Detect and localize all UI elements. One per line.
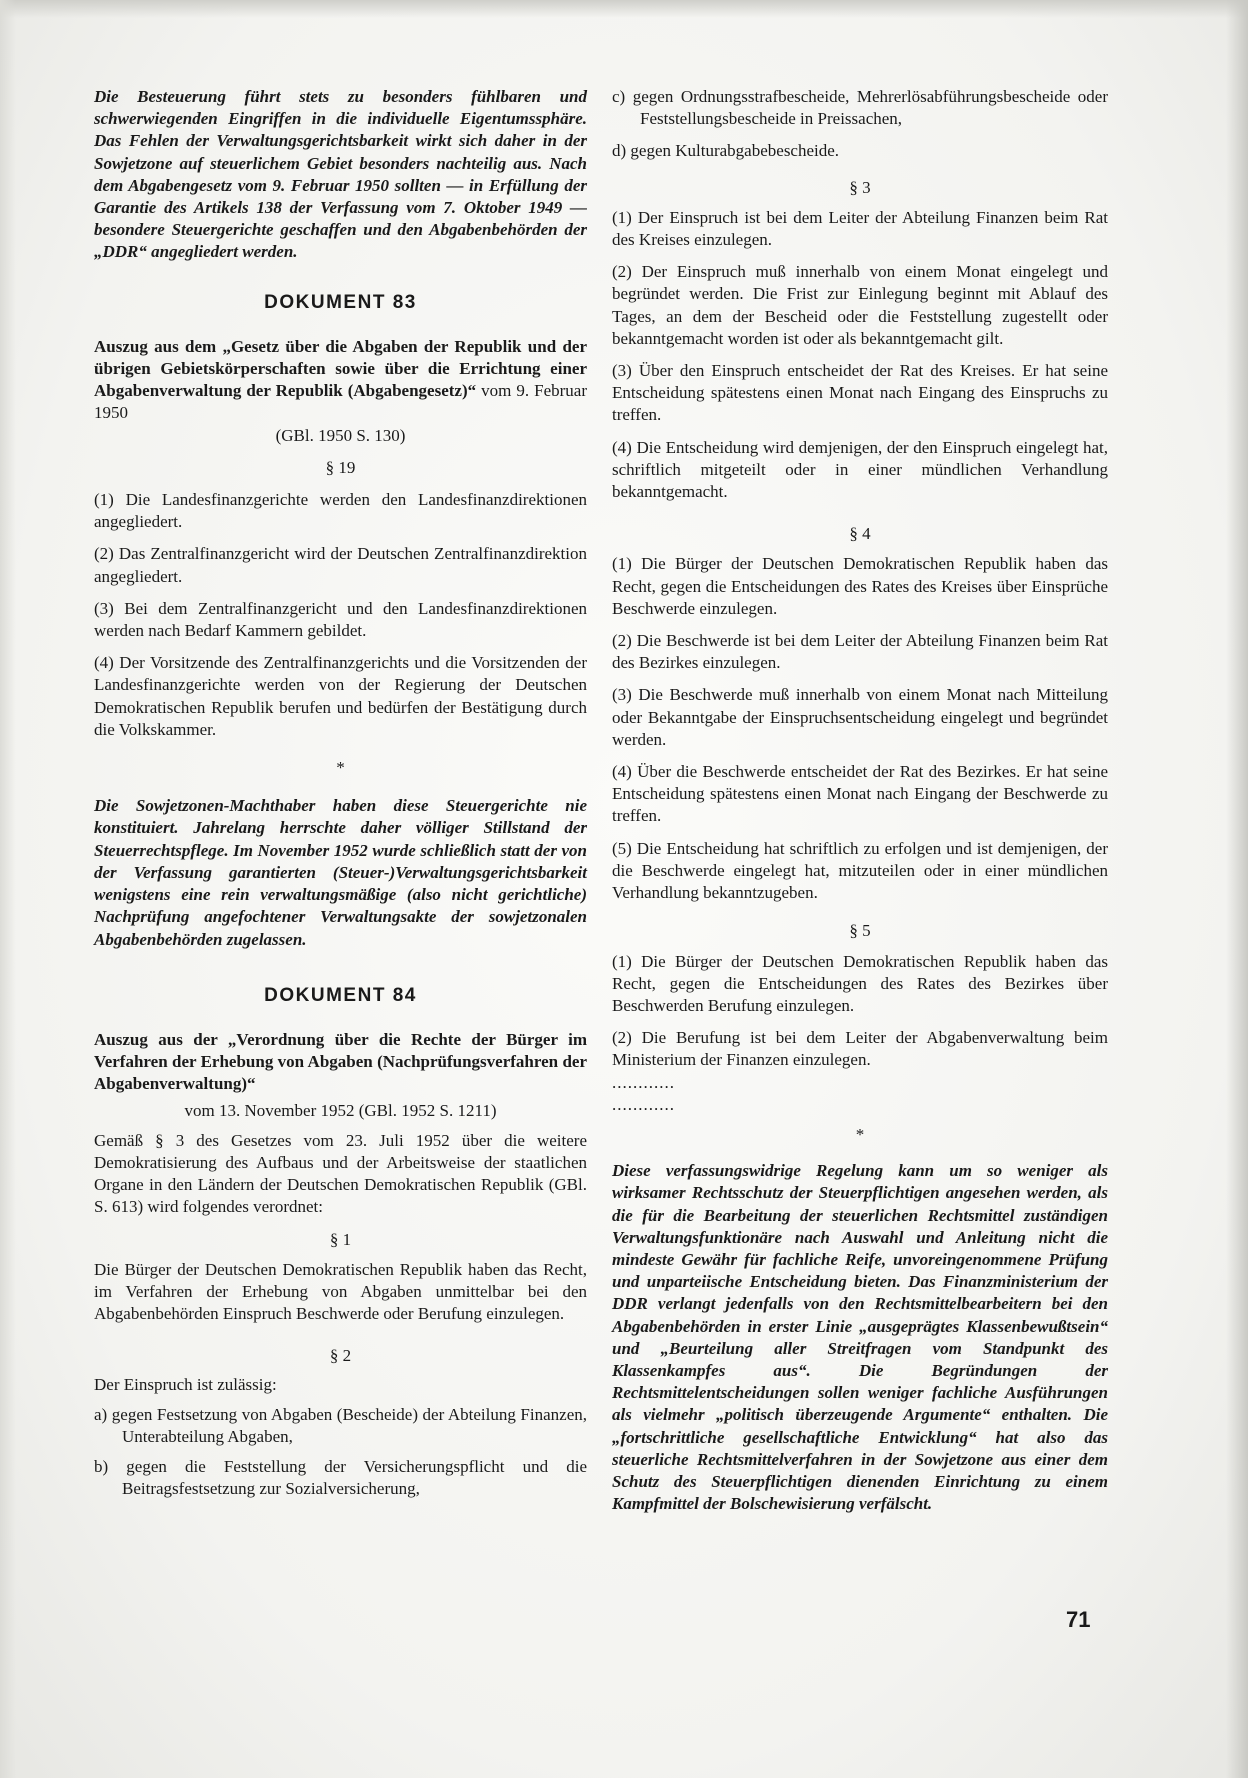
doc84-section-3: § 3 — [849, 177, 871, 197]
left-column — [94, 86, 587, 1509]
separator-star: * — [855, 1124, 865, 1144]
doc84-preamble: Gemäß § 3 des Gesetzes vom 23. Juli 1952 über die weitere Demokratisierung des Aufbaus und der Arbeitsweise der staatlichen Organe in den Ländern der Deutschen Demokratischen Republik (GBl. S. 613) wird folgendes verordnet: — [94, 1130, 587, 1217]
doc83-citation: (GBl. 1950 S. 130) — [275, 425, 406, 445]
doc84-citation: vom 13. November 1952 (GBl. 1952 S. 1211) — [184, 1100, 497, 1120]
doc83-paragraph: (1) Die Landesfinanzgerichte werden den Landesfinanzdirektionen angegliedert. — [94, 490, 587, 532]
scan-edge-left — [0, 0, 16, 1778]
doc84-heading: DOKUMENT 84 — [264, 984, 417, 1006]
doc84-section-4: § 4 — [849, 524, 871, 544]
doc83-title-date: vom 9. Februar 1950 — [94, 381, 587, 423]
doc84-s3-paragraph: (2) Der Einspruch muß innerhalb von einem Monat eingelegt und begründet werden. Die Frist zur Einlegung beginnt mit Ablauf des Tages, an dem der Bescheid oder die Feststellung zugestellt oder bekanntgemacht worden ist oder als bekanntgemacht gilt. — [612, 262, 1108, 348]
doc84-s3-paragraph: (3) Über den Einspruch entscheidet der Rat des Kreises. Er hat seine Entscheidung spätestens einen Monat nach Eingang des Einspruchs zu treffen. — [612, 361, 1108, 425]
doc84-section-5: § 5 — [849, 921, 871, 941]
doc84-s4-paragraph: (2) Die Beschwerde ist bei dem Leiter der Abteilung Finanzen beim Rat des Bezirkes einzulegen. — [612, 631, 1108, 673]
doc84-s4-paragraph: (5) Die Entscheidung hat schriftlich zu erfolgen und ist demjenigen, der die Beschwerde eingelegt hat, mitzuteilen oder in einer mündlichen Verhandlung bekanntzugeben. — [612, 838, 1108, 903]
right-column — [612, 86, 1108, 1525]
doc84-s2-item: a) gegen Festsetzung von Abgaben (Bescheide) der Abteilung Finanzen, Unterabteilung Abgaben, — [94, 1404, 587, 1446]
doc84-title: Auszug aus der „Verordnung über die Rechte der Bürger im Verfahren der Erhebung von Abgaben (Nachprüfungsverfahren der Abgabenverwaltung)“ — [94, 1029, 587, 1094]
doc84-s4-paragraph: (4) Über die Beschwerde entscheidet der Rat des Bezirkes. Er hat seine Entscheidung spätestens einen Monat nach Eingang der Beschwerde zu treffen. — [612, 762, 1108, 826]
intro-commentary: Die Besteuerung führt stets zu besonders fühlbaren und schwerwiegenden Eingriffen in die individuelle Eigentumssphäre. Das Fehlen der Verwaltungsgerichtsbarkeit wirkt sich daher in der Sowjetzone auf steuerlichem Gebiet besonders nachteilig aus. Nach dem Abgabengesetz vom 9. Februar 1950 sollten — in Erfüllung der Garantie des Artikels 138 der Verfassung vom 7. Oktober 1949 — besondere Steuergerichte geschaffen und den Abgabenbehörden der „DDR“ angegliedert werden. — [94, 87, 587, 262]
page-number: 71 — [1066, 1607, 1091, 1632]
doc83-paragraph: (2) Das Zentralfinanzgericht wird der Deutschen Zentralfinanzdirektion angegliedert. — [94, 544, 587, 586]
doc83-paragraph: (4) Der Vorsitzende des Zentralfinanzgerichts und die Vorsitzenden der Landesfinanzgerichte werden von der Regierung der Deutschen Demokratischen Republik berufen und bedürfen der Bestätigung durch die Volkskammer. — [94, 653, 587, 739]
doc83-section-19: § 19 — [325, 457, 356, 477]
separator-star: * — [336, 758, 345, 778]
ellipsis-line: ............ — [612, 1094, 675, 1114]
doc84-s3-paragraph: (1) Der Einspruch ist bei dem Leiter der Abteilung Finanzen beim Rat des Kreises einzulegen. — [612, 207, 1108, 250]
doc84-s1-text: Die Bürger der Deutschen Demokratischen Republik haben das Recht, im Verfahren der Erhebung von Abgaben unmittelbar bei den Abgabenbehörden Einspruch Beschwerde oder Berufung einzulegen. — [94, 1259, 587, 1324]
doc83-commentary: Die Sowjetzonen-Machthaber haben diese Steuergerichte nie konstituiert. Jahrelang herrschte daher völliger Stillstand der Steuerrechtspflege. Im November 1952 wurde schließlich statt der von der Verfassung garantierten (Steuer-)Verwaltungsgerichtsbarkeit wenigstens eine rein verwaltungsmäßige (also nicht gerichtliche) Nachprüfung angefochtener Verwaltungsakte der sowjetzonalen Abgabenbehörden zugelassen. — [94, 796, 587, 949]
doc83-title-bold: Auszug aus dem „Gesetz über die Abgaben der Republik und der übrigen Gebietskörperschaften sowie über die Errichtung einer Abgabenverwaltung der Republik (Abgabengesetz)“ — [94, 336, 587, 401]
doc84-s5-paragraph: (1) Die Bürger der Deutschen Demokratischen Republik haben das Recht, gegen die Entscheidungen des Rates des Bezirkes über Beschwerden Berufung einzulegen. — [612, 951, 1108, 1015]
doc84-s4-paragraph: (1) Die Bürger der Deutschen Demokratischen Republik haben das Recht, gegen die Entscheidungen des Rates des Kreises über Einsprüche Beschwerde einzulegen. — [612, 554, 1108, 618]
doc83-title — [94, 336, 587, 425]
doc84-s3-paragraph: (4) Die Entscheidung wird demjenigen, der den Einspruch eingelegt hat, schriftlich mitgeteilt oder in einer mündlichen Verhandlung bekanntgemacht. — [612, 437, 1108, 502]
doc83-paragraph: (3) Bei dem Zentralfinanzgericht und den Landesfinanzdirektionen werden nach Bedarf Kammern gebildet. — [94, 598, 587, 641]
scan-edge-right — [1226, 0, 1248, 1778]
doc84-s2-intro: Der Einspruch ist zulässig: — [94, 1374, 277, 1394]
doc83-heading: DOKUMENT 83 — [264, 291, 417, 313]
doc84-section-2: § 2 — [329, 1346, 352, 1366]
doc84-s2-item: c) gegen Ordnungsstrafbescheide, Mehrerlösabführungsbescheide oder Feststellungsbescheide in Preissachen, — [612, 87, 1108, 129]
doc84-s2-item: b) gegen die Feststellung der Versicherungspflicht und die Beitragsfestsetzung zur Sozialversicherung, — [94, 1457, 587, 1499]
ellipsis-line: ............ — [612, 1072, 675, 1092]
doc84-s2-item: d) gegen Kulturabgabebescheide. — [612, 141, 840, 161]
doc84-s4-paragraph: (3) Die Beschwerde muß innerhalb von einem Monat nach Mitteilung oder Bekanntgabe der Einspruchsentscheidung eingelegt und begründet werden. — [612, 685, 1108, 749]
doc84-s5-paragraph: (2) Die Berufung ist bei dem Leiter der Abgabenverwaltung beim Ministerium der Finanzen einzulegen. — [612, 1028, 1108, 1070]
scan-edge-top — [0, 0, 1248, 18]
doc84-section-1: § 1 — [329, 1229, 352, 1249]
doc84-commentary: Diese verfassungswidrige Regelung kann um so weniger als wirksamer Rechtsschutz der Steuerpflichtigen angesehen werden, als die für die Bearbeitung der steuerlichen Rechtsmittel zuständigen Verwaltungsfunktionäre nach Auswahl und Anleitung nicht die mindeste Gewähr für fachliche Reife, unvoreingenommene Prüfung und unparteiische Entscheidung bieten. Das Finanzministerium der DDR verlangt jedenfalls von den Rechtsmittelbearbeitern bei den Abgabenbehörden in erster Linie „ausgeprägtes Klassenbewußtsein“ und „Beurteilung aller Streitfragen vom Standpunkt des Klassenkampfes aus“. Die Begründungen der Rechtsmittelentscheidungen sollen weniger fachliche Ausführungen als vielmehr „politisch überzeugende Argumente“ enthalten. Die „fortschrittliche gesellschaftliche Entwicklung“ hat also das steuerliche Rechtsmittelverfahren in der Sowjetzone aus einer dem Schutz des Steuerpflichtigen dienenden Einrichtung zu einem Kampfmittel der Bolschewisierung verfälscht. — [612, 1161, 1108, 1514]
